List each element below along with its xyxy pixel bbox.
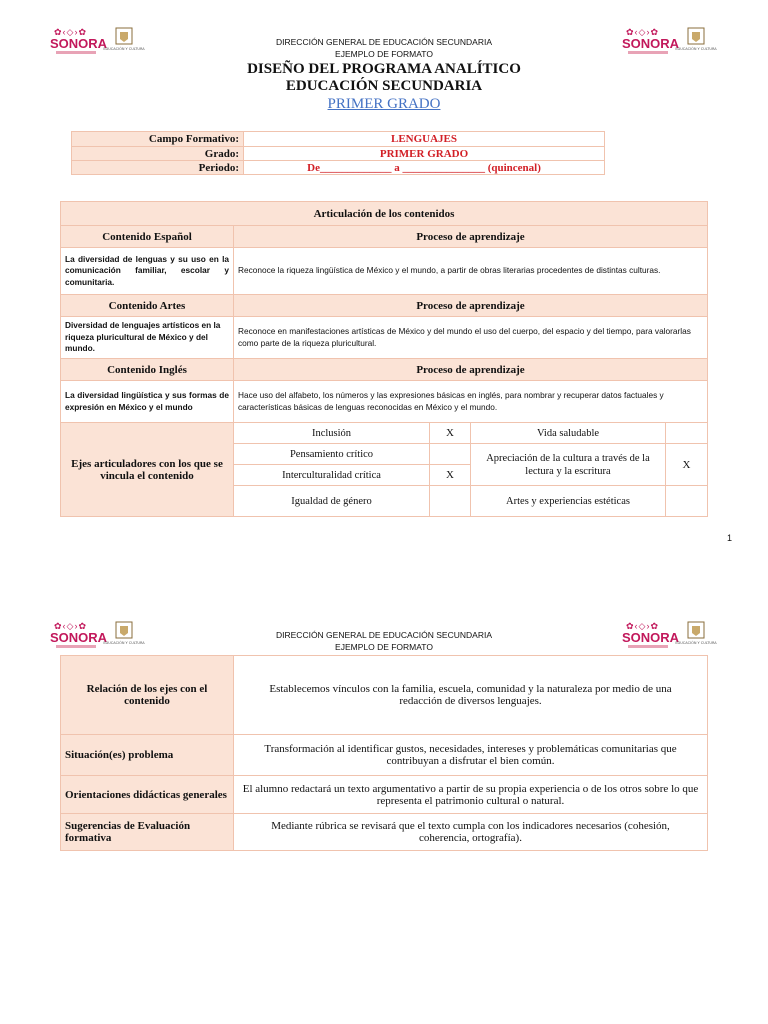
articulacion-title: Articulación de los contenidos <box>61 202 708 226</box>
logo-wordmark: SONORA <box>50 630 108 645</box>
eje-inclusion-mark: X <box>430 423 471 444</box>
periodo-value: De_____________ a _______________ (quincenal) <box>244 161 605 175</box>
contenido-espanol-header: Contenido Español <box>61 226 234 248</box>
eje-artes-experiencias-mark <box>666 486 708 517</box>
situacion-label: Situación(es) problema <box>61 735 234 776</box>
crest-icon <box>103 27 145 57</box>
contenido-ingles-text: La diversidad lingüística y sus formas de expresión en México y el mundo <box>61 381 234 423</box>
sonora-logo-left <box>50 26 145 60</box>
sonora-logo-right <box>622 620 717 654</box>
logo-underline <box>628 645 668 648</box>
campo-value: LENGUAJES <box>244 132 605 147</box>
logo-wordmark: SONORA <box>50 36 108 51</box>
situacion-text: Transformación al identificar gustos, necesidades, intereses y problemáticas comunitarias que contribuyan a disfrutar el bien común. <box>234 735 708 776</box>
articulacion-table <box>60 201 708 517</box>
evaluacion-text: Mediante rúbrica se revisará que el texto cumpla con los indicadores necesarios (cohesión, coherencia, ortografía). <box>234 814 708 851</box>
sonora-logo-right <box>622 26 717 60</box>
crest-icon <box>103 621 145 651</box>
grado-value: PRIMER GRADO <box>244 147 605 161</box>
proceso-header: Proceso de aprendizaje <box>234 295 708 317</box>
contenido-ingles-header: Contenido Inglés <box>61 359 234 381</box>
crest-icon <box>675 27 717 57</box>
eje-pensamiento-critico-mark <box>430 444 471 465</box>
header-line-2: EJEMPLO DE FORMATO <box>335 49 433 59</box>
logo-underline <box>56 51 96 54</box>
main-title: DISEÑO DEL PROGRAMA ANALÍTICO <box>247 61 521 77</box>
relacion-text: Establecemos vínculos con la familia, escuela, comunidad y la naturaleza por medio de una redacción de diversos lenguajes. <box>234 656 708 735</box>
contenido-espanol-text: La diversidad de lenguas y su uso en la comunicación familiar, escolar y comunitaria. <box>61 248 234 295</box>
campo-label: Campo Formativo: <box>72 132 244 147</box>
orientaciones-text: El alumno redactará un texto argumentativo a partir de su propia experiencia o de los otros sobre lo que representa el patrimonio cultural o natural. <box>234 776 708 814</box>
crest-caption: EDUCACIÓN Y CULTURA <box>675 47 717 51</box>
relacion-table <box>60 655 708 851</box>
sub-title: EDUCACIÓN SECUNDARIA <box>285 78 483 94</box>
header-line-1: DIRECCIÓN GENERAL DE EDUCACIÓN SECUNDARIA <box>276 630 492 640</box>
orientaciones-label: Orientaciones didácticas generales <box>61 776 234 814</box>
eje-apreciacion-cultura-mark: X <box>666 444 708 486</box>
logo-underline <box>628 51 668 54</box>
eje-interculturalidad: Interculturalidad crítica <box>234 465 430 486</box>
periodo-label: Periodo: <box>72 161 244 175</box>
eje-artes-experiencias: Artes y experiencias estéticas <box>471 486 666 517</box>
ejes-label: Ejes articuladores con los que se vincula el contenido <box>61 423 234 517</box>
logo-underline <box>56 645 96 648</box>
logo-wordmark: SONORA <box>622 630 680 645</box>
crest-icon <box>675 621 717 651</box>
logo-mark: ✿‹◇›✿ <box>54 27 87 37</box>
eje-igualdad-genero-mark <box>430 486 471 517</box>
evaluacion-label: Sugerencias de Evaluación formativa <box>61 814 234 851</box>
proceso-ingles-text: Hace uso del alfabeto, los números y las expresiones básicas en inglés, para nombrar y recuperar datos factuales y características básicas de lenguas reconocidas en México y el mundo. <box>234 381 708 423</box>
proceso-header: Proceso de aprendizaje <box>234 359 708 381</box>
crest-caption: EDUCACIÓN Y CULTURA <box>103 641 145 645</box>
proceso-espanol-text: Reconoce la riqueza lingüística de México y el mundo, a partir de obras literarias procedentes de distintas culturas. <box>234 248 708 295</box>
proceso-artes-text: Reconoce en manifestaciones artísticas de México y del mundo el uso del cuerpo, del espacio y del tiempo, para valorarlas como parte de la riqueza pluricultural. <box>234 317 708 359</box>
page-number: 1 <box>727 533 733 543</box>
sonora-logo-left <box>50 620 145 654</box>
eje-igualdad-genero: Igualdad de género <box>234 486 430 517</box>
eje-pensamiento-critico: Pensamiento crítico <box>234 444 430 465</box>
relacion-label: Relación de los ejes con el contenido <box>61 656 234 735</box>
header-line-1: DIRECCIÓN GENERAL DE EDUCACIÓN SECUNDARIA <box>276 37 492 47</box>
contenido-artes-text: Diversidad de lenguajes artísticos en la riqueza pluricultural de México y del mundo. <box>61 317 234 359</box>
grado-label: Grado: <box>72 147 244 161</box>
logo-mark: ✿‹◇›✿ <box>54 621 87 631</box>
eje-inclusion: Inclusión <box>234 423 430 444</box>
eje-vida-saludable: Vida saludable <box>471 423 666 444</box>
logo-mark: ✿‹◇›✿ <box>626 27 659 37</box>
grade-title: PRIMER GRADO <box>327 96 441 112</box>
logo-mark: ✿‹◇›✿ <box>626 621 659 631</box>
crest-caption: EDUCACIÓN Y CULTURA <box>103 47 145 51</box>
crest-caption: EDUCACIÓN Y CULTURA <box>675 641 717 645</box>
info-table <box>71 131 605 175</box>
proceso-header: Proceso de aprendizaje <box>234 226 708 248</box>
eje-vida-saludable-mark <box>666 423 708 444</box>
header-text <box>200 629 568 653</box>
eje-apreciacion-cultura: Apreciación de la cultura a través de la lectura y la escritura <box>471 444 666 486</box>
contenido-artes-header: Contenido Artes <box>61 295 234 317</box>
header-line-2: EJEMPLO DE FORMATO <box>335 642 433 652</box>
header-text <box>200 36 568 60</box>
logo-wordmark: SONORA <box>622 36 680 51</box>
eje-interculturalidad-mark: X <box>430 465 471 486</box>
